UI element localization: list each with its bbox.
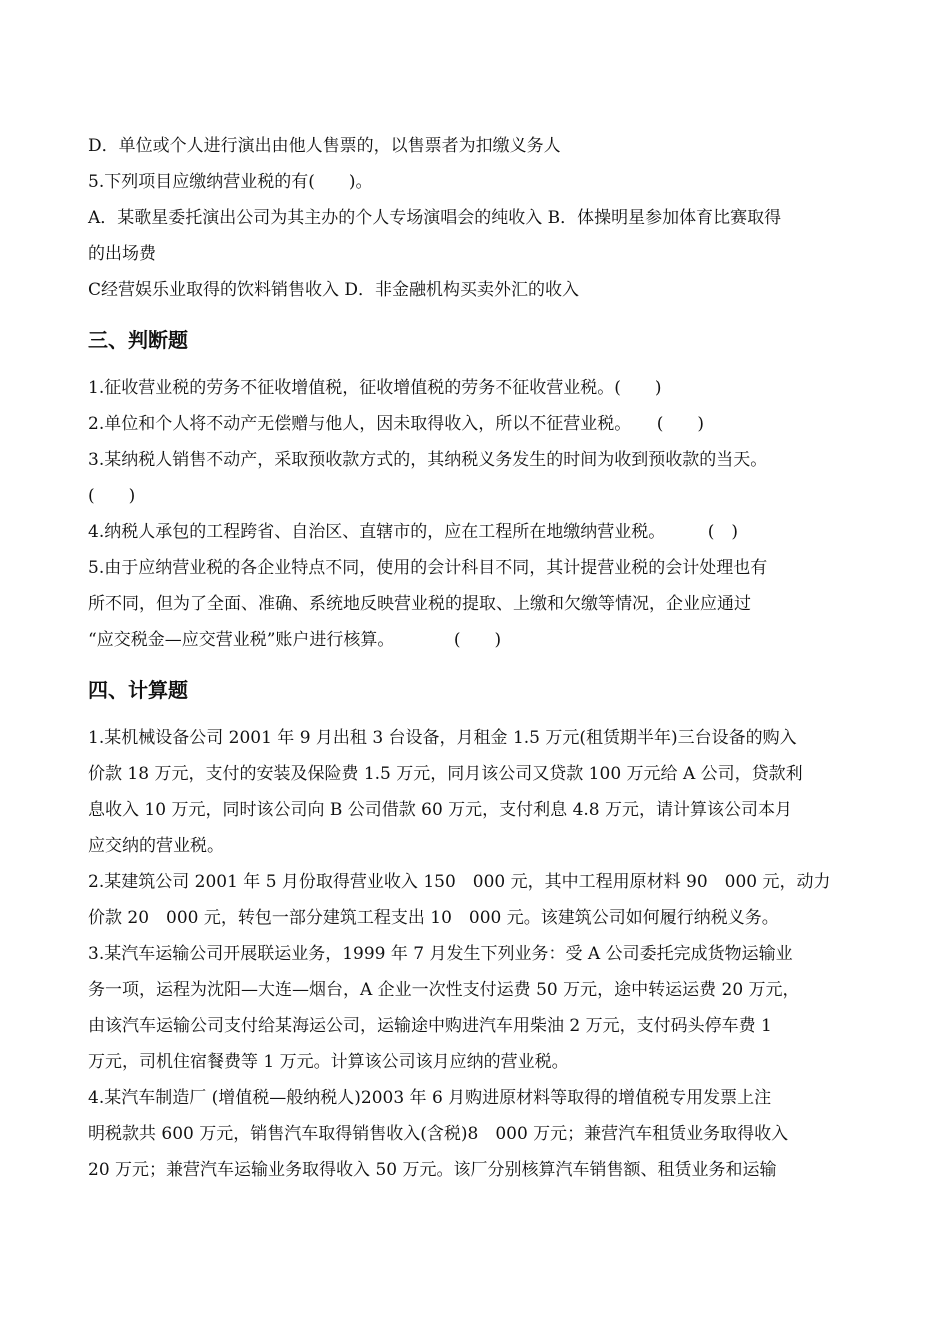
text-line: A．某歌星委托演出公司为其主办的个人专场演唱会的纯收入 B．体操明星参加体育比赛取得: [88, 208, 782, 228]
question-block-top: [88, 128, 868, 308]
text-line: 万元，司机住宿餐费等 1 万元。计算该公司该月应纳的营业税。: [88, 1052, 569, 1072]
text-line: ( ): [88, 486, 136, 506]
text-line: 1.某机械设备公司 2001 年 9 月出租 3 台设备，月租金 1.5 万元(租赁期半年)三台设备的购入: [88, 728, 797, 748]
text-line: 1.征收营业税的劳务不征收增值税，征收增值税的劳务不征收营业税。( ): [88, 378, 662, 398]
section-calculation-body: [88, 720, 868, 1188]
text-line: 4.某汽车制造厂 (增值税—般纳税人)2003 年 6 月购进原材料等取得的增值税专用发票上注: [88, 1088, 772, 1108]
text-line: 价款 18 万元，支付的安装及保险费 1.5 万元，同月该公司又贷款 100 万元给 A 公司，贷款利: [88, 764, 803, 784]
text-line: 务一项，运程为沈阳—大连—烟台，A 企业一次性支付运费 50 万元，途中转运运费 20 万元，: [88, 980, 800, 1000]
text-line: 20 万元；兼营汽车运输业务取得收入 50 万元。该厂分别核算汽车销售额、租赁业务和运输: [88, 1160, 777, 1180]
text-line: 由该汽车运输公司支付给某海运公司，运输途中购进汽车用柴油 2 万元，支付码头停车费 1: [88, 1016, 772, 1036]
section-heading-calculation: 四、计算题: [88, 678, 188, 702]
text-line: 3.某纳税人销售不动产，采取预收款方式的，其纳税义务发生的时间为收到预收款的当天。: [88, 450, 768, 470]
text-line: D．单位或个人进行演出由他人售票的，以售票者为扣缴义务人: [88, 136, 561, 156]
text-line: C经营娱乐业取得的饮料销售收入 D．非金融机构买卖外汇的收入: [88, 280, 580, 300]
text-line: 的出场费: [88, 244, 156, 264]
text-line: 2.单位和个人将不动产无偿赠与他人，因未取得收入，所以不征营业税。 ( ): [88, 414, 704, 434]
text-line: 明税款共 600 万元，销售汽车取得销售收入(含税)8 000 万元；兼营汽车租赁业务取得收入: [88, 1124, 789, 1144]
document-page: [88, 128, 868, 1188]
text-line: 4.纳税人承包的工程跨省、自治区、直辖市的，应在工程所在地缴纳营业税。 ( ): [88, 522, 738, 542]
text-line: 息收入 10 万元，同时该公司向 B 公司借款 60 万元，支付利息 4.8 万元，请计算该公司本月: [88, 800, 793, 820]
text-line: 3.某汽车运输公司开展联运业务，1999 年 7 月发生下列业务：受 A 公司委托完成货物运输业: [88, 944, 793, 964]
text-line: 应交纳的营业税。: [88, 836, 224, 856]
text-line: 5.由于应纳营业税的各企业特点不同，使用的会计科目不同，其计提营业税的会计处理也有: [88, 558, 768, 578]
text-line: “应交税金—应交营业税”账户进行核算。 ( ): [88, 630, 502, 650]
text-line: 所不同，但为了全面、准确、系统地反映营业税的提取、上缴和欠缴等情况，企业应通过: [88, 594, 751, 614]
text-line: 价款 20 000 元，转包一部分建筑工程支出 10 000 元。该建筑公司如何履行纳税义务。: [88, 908, 779, 928]
text-line: 5.下列项目应缴纳营业税的有( )。: [88, 172, 373, 192]
section-heading-judgment: 三、判断题: [88, 328, 188, 352]
section-judgment-body: [88, 370, 868, 658]
text-line: 2.某建筑公司 2001 年 5 月份取得营业收入 150 000 元，其中工程用原材料 90 000 元，动力: [88, 872, 831, 892]
